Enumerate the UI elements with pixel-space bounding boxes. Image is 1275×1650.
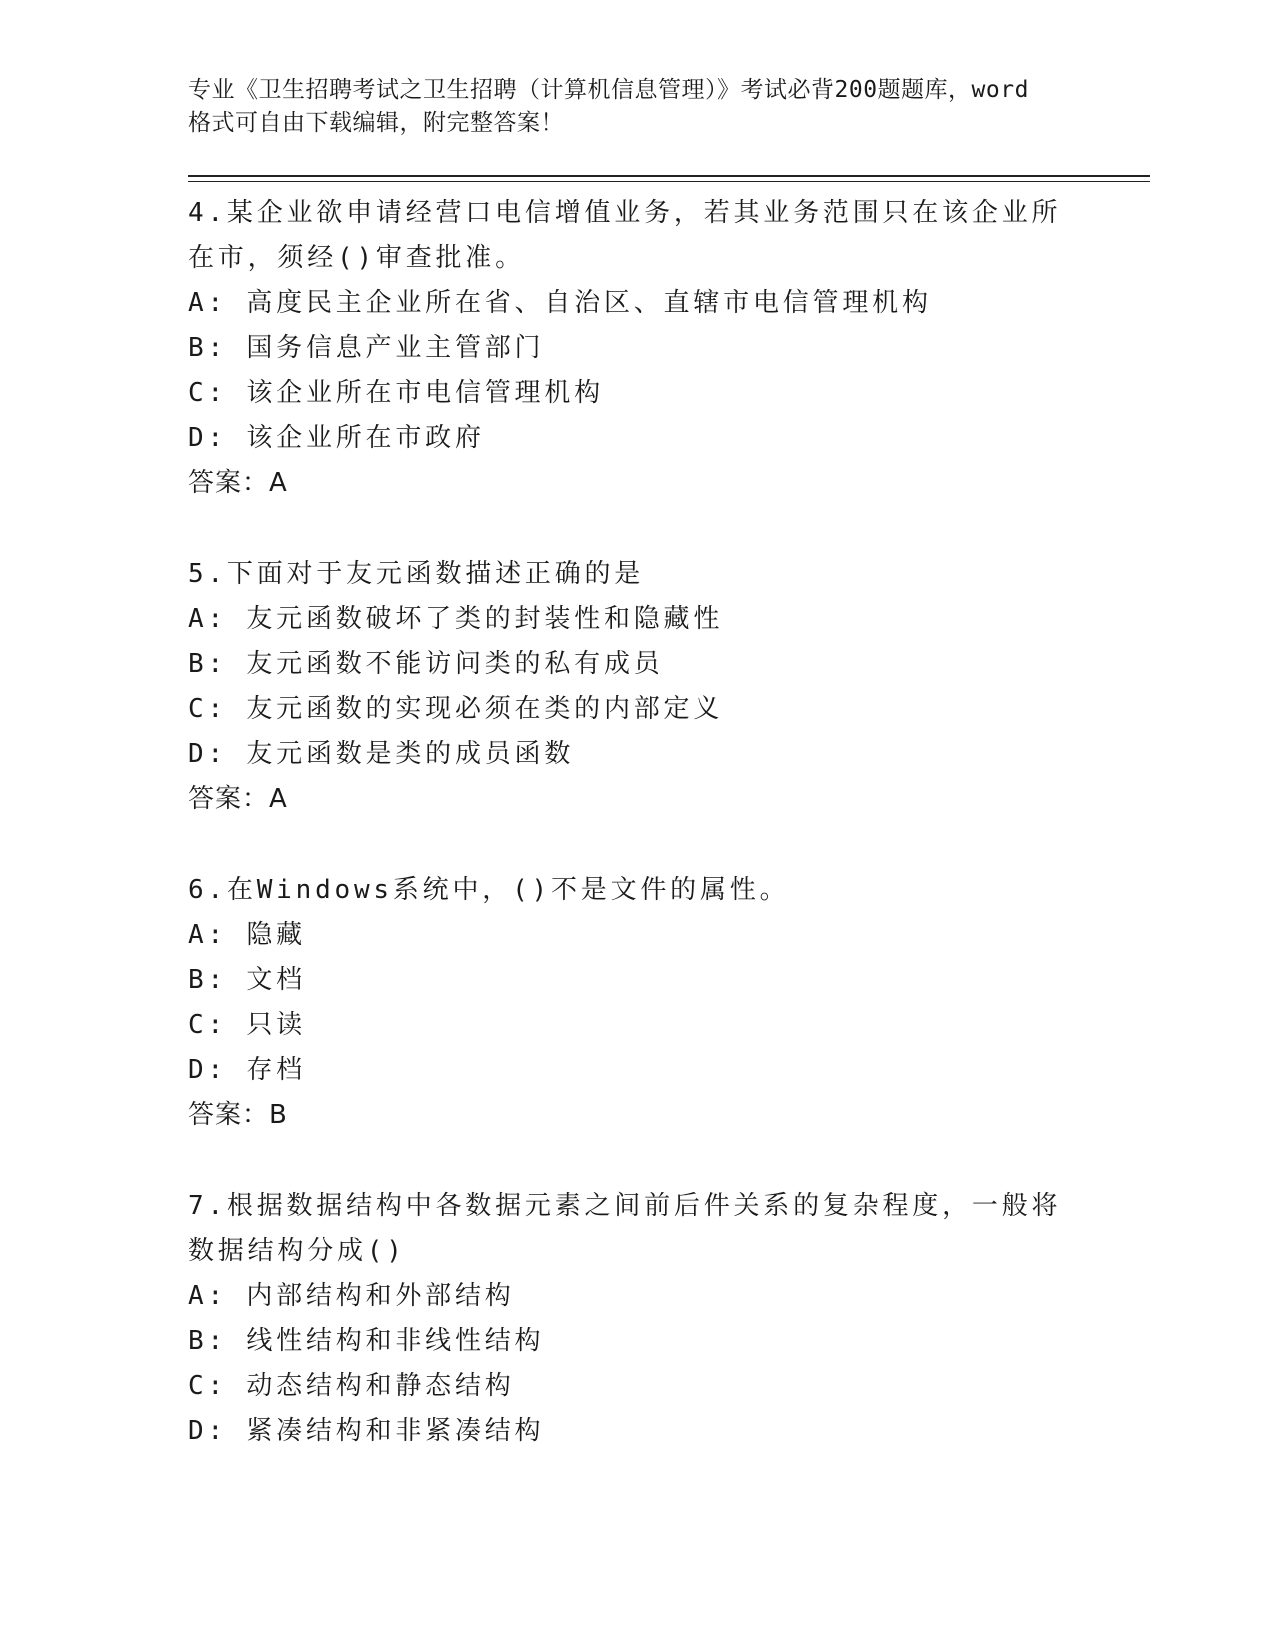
answer-line: 答案：B xyxy=(188,1100,288,1130)
answer-line: 答案：A xyxy=(188,784,288,814)
option-a: A: 隐藏 xyxy=(188,920,306,950)
option-d: D: 该企业所在市政府 xyxy=(188,423,485,453)
header-divider-thin xyxy=(188,181,1150,182)
header-divider-thick xyxy=(188,175,1150,177)
option-d: D: 紧凑结构和非紧凑结构 xyxy=(188,1416,545,1446)
option-a: A: 内部结构和外部结构 xyxy=(188,1281,515,1311)
question-7 xyxy=(188,1184,1068,1454)
option-b: B: 线性结构和非线性结构 xyxy=(188,1326,545,1356)
option-b: B: 国务信息产业主管部门 xyxy=(188,333,545,363)
question-stem: 6.在Windows系统中，()不是文件的属性。 xyxy=(188,875,790,905)
option-a: A: 高度民主企业所在省、自治区、直辖市电信管理机构 xyxy=(188,288,932,318)
option-d: D: 存档 xyxy=(188,1055,306,1085)
question-stem: 7.根据数据结构中各数据元素之间前后件关系的复杂程度，一般将数据结构分成() xyxy=(188,1191,1062,1266)
question-5 xyxy=(188,552,1068,822)
question-list xyxy=(188,191,1068,1500)
option-a: A: 友元函数破坏了类的封装性和隐藏性 xyxy=(188,604,724,634)
option-c: C: 只读 xyxy=(188,1010,306,1040)
option-b: B: 文档 xyxy=(188,965,306,995)
question-stem: 5.下面对于友元函数描述正确的是 xyxy=(188,559,645,589)
answer-line: 答案：A xyxy=(188,468,288,498)
question-stem: 4.某企业欲申请经营口电信增值业务，若其业务范围只在该企业所在市，须经()审查批准。 xyxy=(188,198,1062,273)
header-line-1: 专业《卫生招聘考试之卫生招聘（计算机信息管理）》考试必背200题题库，word xyxy=(188,77,1029,103)
option-c: C: 该企业所在市电信管理机构 xyxy=(188,378,604,408)
question-4 xyxy=(188,191,1068,506)
header-line-2: 格式可自由下载编辑，附完整答案！ xyxy=(188,110,564,136)
option-b: B: 友元函数不能访问类的私有成员 xyxy=(188,649,664,679)
option-c: C: 动态结构和静态结构 xyxy=(188,1371,515,1401)
option-d: D: 友元函数是类的成员函数 xyxy=(188,739,575,769)
document-header xyxy=(188,74,1088,140)
question-6 xyxy=(188,868,1068,1138)
option-c: C: 友元函数的实现必须在类的内部定义 xyxy=(188,694,724,724)
document-page xyxy=(188,0,1148,1650)
